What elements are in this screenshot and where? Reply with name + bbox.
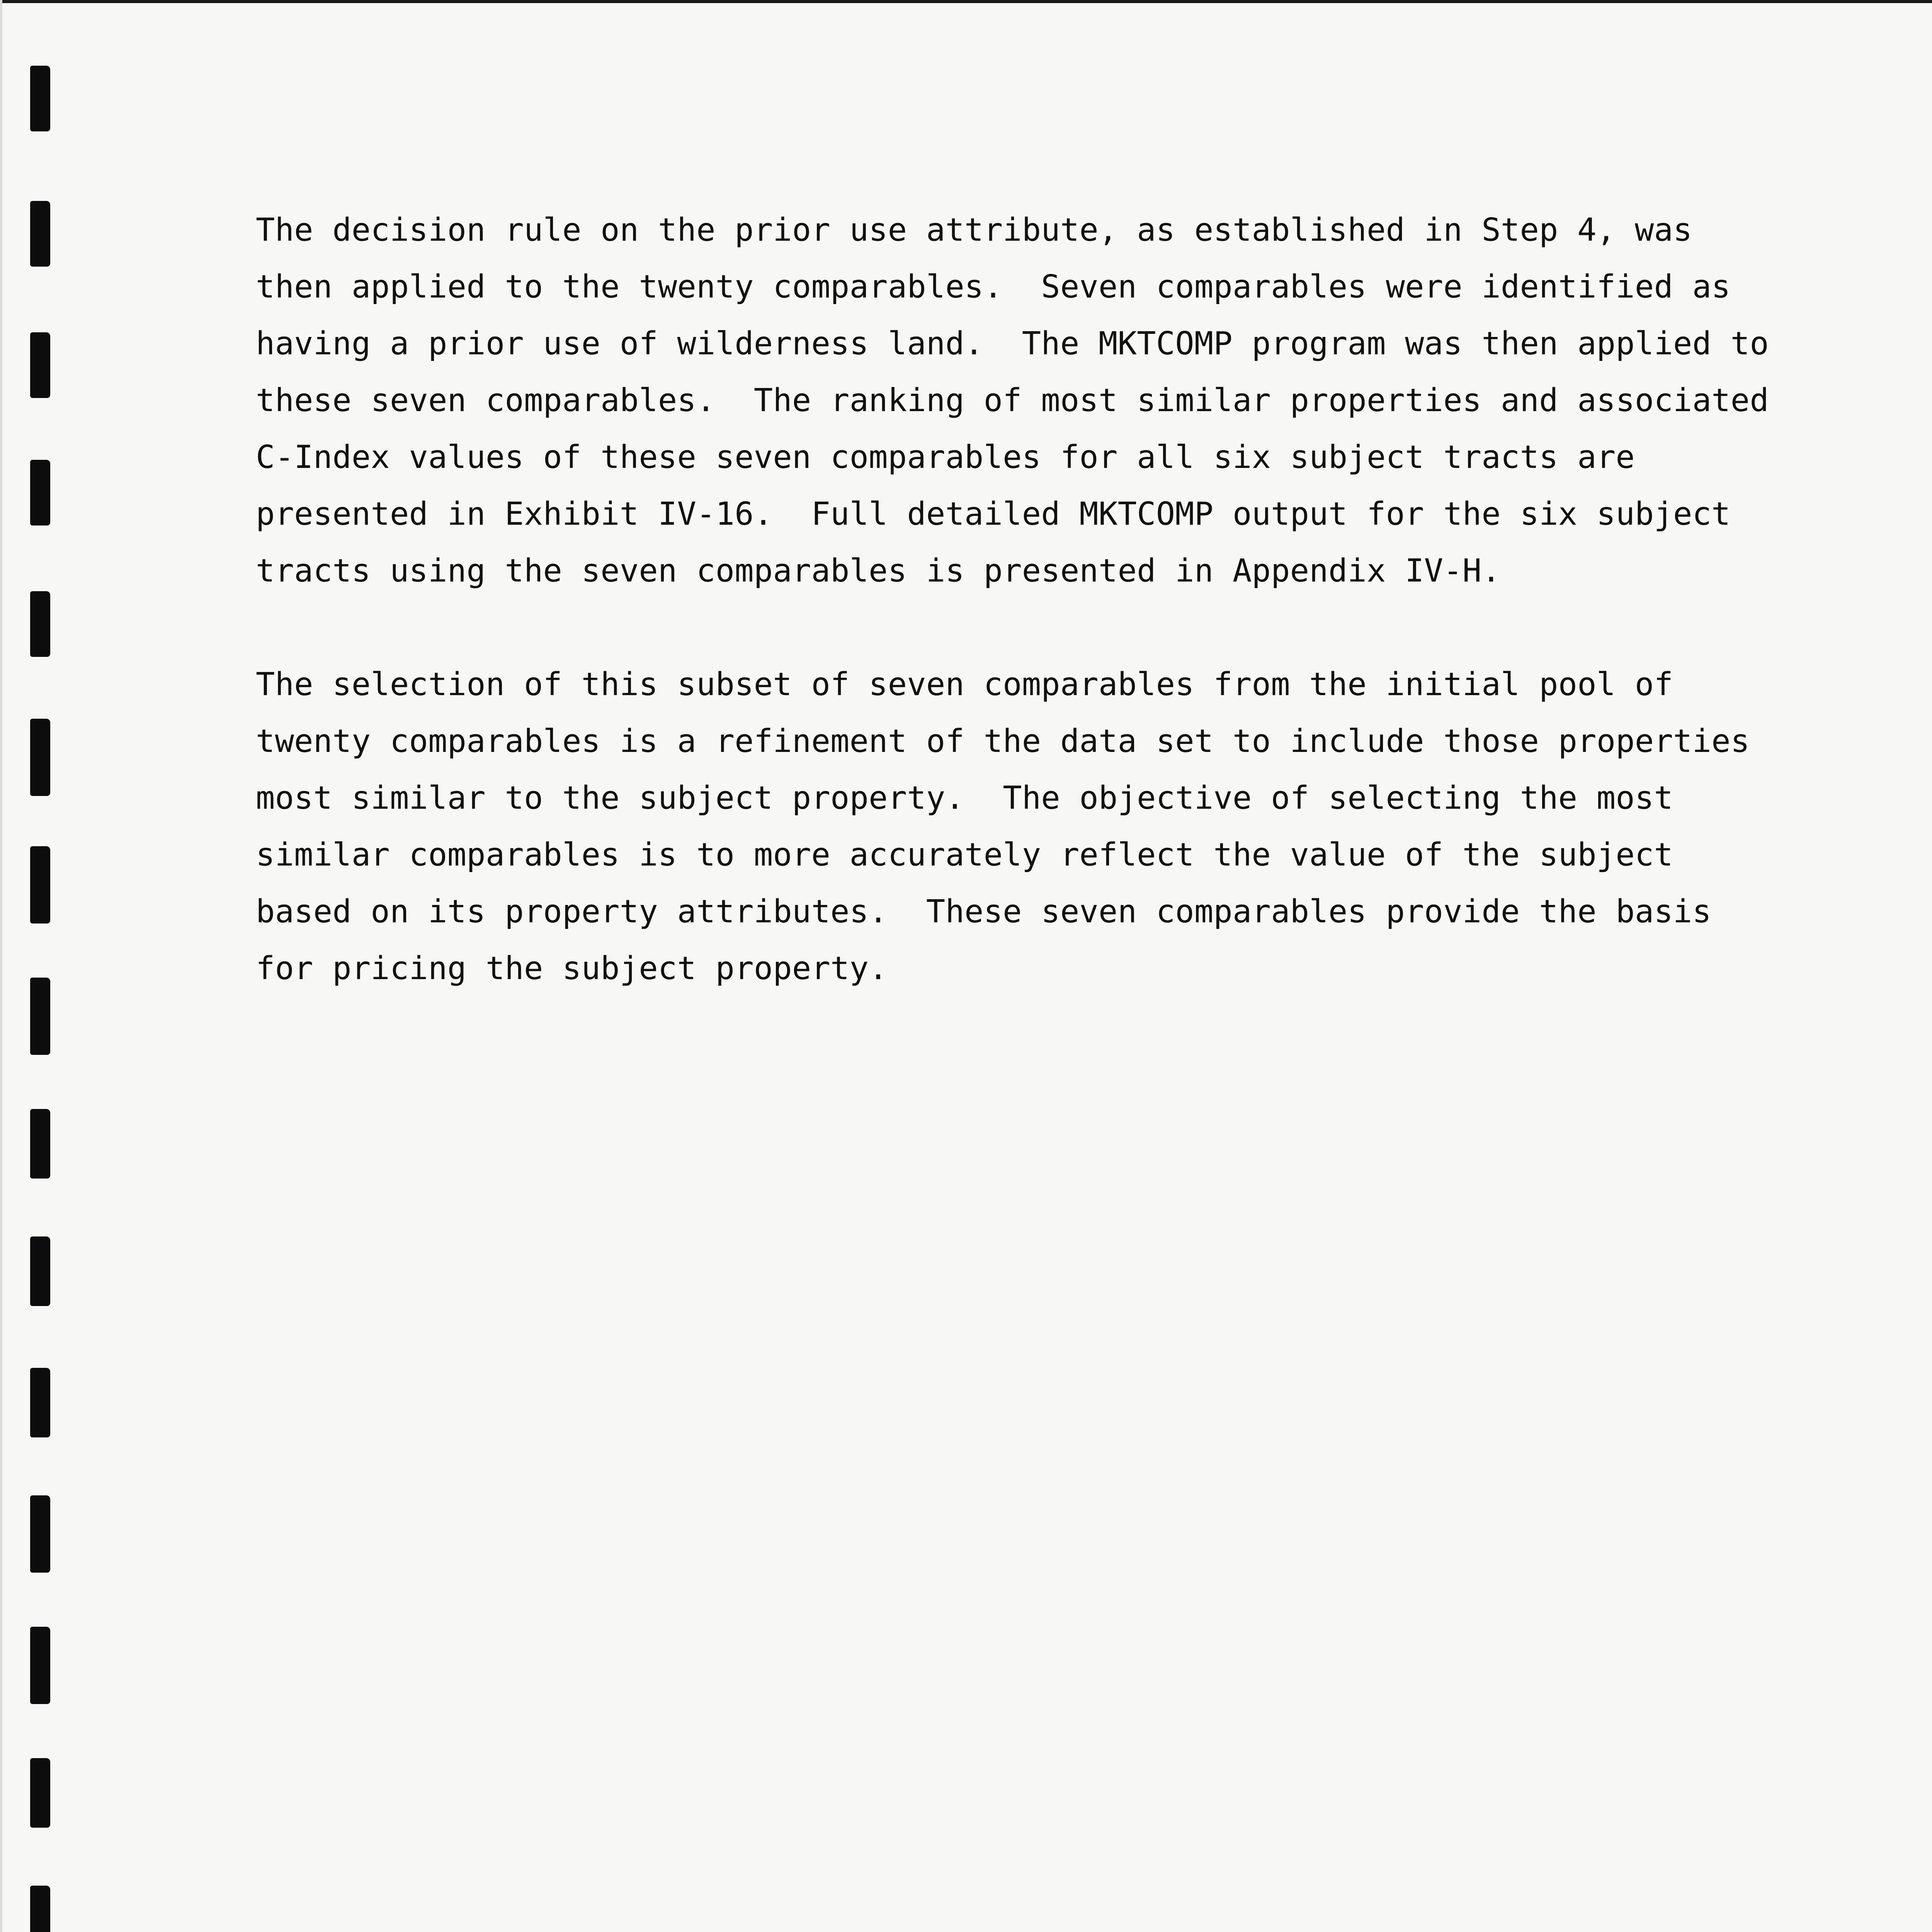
binder-punch-mark <box>30 1758 50 1828</box>
binder-punch-mark <box>30 332 50 398</box>
binder-punch-mark <box>30 1368 50 1437</box>
binder-punch-mark <box>30 719 50 796</box>
text-line: twenty comparables is a refinement of the data set to include those properties <box>256 723 1750 760</box>
body-text <box>256 202 1801 997</box>
text-line: based on its property attributes. These seven comparables provide the basis <box>256 893 1712 930</box>
binder-punch-mark <box>30 460 50 526</box>
binder-punch-mark <box>30 591 50 657</box>
paragraph <box>256 202 1801 599</box>
text-line: these seven comparables. The ranking of most similar properties and associated <box>256 382 1769 419</box>
text-line: The selection of this subset of seven comparables from the initial pool of <box>256 666 1673 703</box>
binder-punch-mark <box>30 1236 50 1306</box>
binder-punch-mark <box>30 1886 50 1932</box>
text-line: The decision rule on the prior use attribute, as established in Step 4, was <box>256 212 1692 248</box>
binder-punch-mark <box>30 846 50 923</box>
text-line: similar comparables is to more accurately reflect the value of the subject <box>256 837 1673 873</box>
binder-punch-mark <box>30 66 50 131</box>
binder-punch-mark <box>30 1627 50 1704</box>
binder-punch-mark <box>30 201 50 267</box>
text-line: C-Index values of these seven comparables for all six subject tracts are <box>256 439 1635 476</box>
paragraph <box>256 656 1801 997</box>
text-line: then applied to the twenty comparables. Seven comparables were identified as <box>256 269 1731 305</box>
text-line: tracts using the seven comparables is presented in Appendix IV-H. <box>256 553 1501 589</box>
text-line: presented in Exhibit IV-16. Full detailed MKTCOMP output for the six subject <box>256 496 1731 532</box>
text-line: most similar to the subject property. The objective of selecting the most <box>256 780 1673 816</box>
binder-punch-mark <box>30 1109 50 1179</box>
text-line: having a prior use of wilderness land. The MKTCOMP program was then applied to <box>256 325 1769 362</box>
binder-punch-mark <box>30 1495 50 1573</box>
scan-edge-left <box>0 0 2 1932</box>
scan-edge-top <box>0 0 1932 3</box>
text-line: for pricing the subject property. <box>256 950 888 987</box>
binder-punch-mark <box>30 978 50 1055</box>
